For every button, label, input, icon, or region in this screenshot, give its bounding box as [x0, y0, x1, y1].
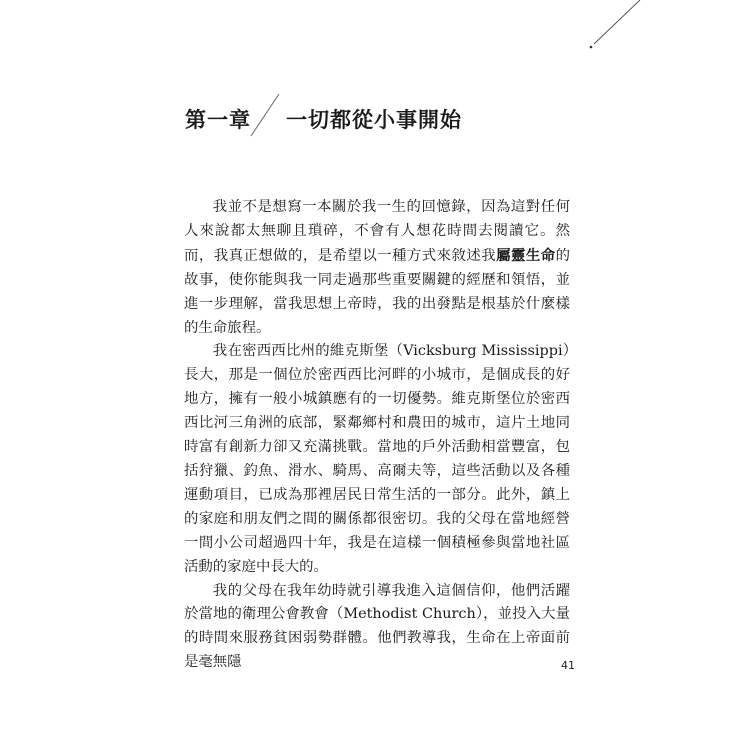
paragraph-1 — [184, 196, 570, 340]
paragraph-1-text-a: 我並不是想寫一本關於我一生的回憶錄，因為這對任何人來說都太無聊且瑣碎，不會有人想花時間去閱讀它。然而，我真正想做的，是希望以一種方式來敘述我 — [184, 199, 570, 264]
chapter-title: 一切都從小事開始 — [286, 107, 462, 132]
paragraph-2: 我在密西西比州的維克斯堡（Vicksburg Mississippi）長大，那是一個位於密西西比河畔的小城市，是個成長的好地方，擁有一般小城鎮應有的一切優勢。維克斯堡位於密西西比河三角洲的底部，緊鄰鄉村和農田的城市，這片土地同時富有創新力卻又充滿挑戰。當地的戶外活動相當豐富，包括狩獵、釣魚、滑水、騎馬、高爾夫等，這些活動以及各種運動項目，已成為那裡居民日常生活的一部分。此外，鎮上的家庭和朋友們之間的關係都很密切。我的父母在當地經營一間小公司超過四十年，我是在這樣一個積極參與當地社區活動的家庭中長大的。 — [184, 343, 570, 575]
paragraph-3: 我的父母在我年幼時就引導我進入這個信仰，他們活躍於當地的衛理公會教會（Methodist Church），並投入大量的時間來服務貧困弱勢群體。他們教導我，生命在上帝面前是毫無隱 — [184, 582, 570, 671]
chapter-slash-divider — [245, 92, 285, 142]
body-text — [184, 196, 570, 675]
corner-decoration — [580, 0, 650, 60]
page-number: 41 — [561, 659, 575, 672]
corner-diagonal-line — [594, 0, 640, 44]
corner-dot — [590, 46, 593, 49]
paragraph-1-text-b: 的故事，使你能與我一同走過那些重要關鍵的經歷和領悟，並進一步理解，當我思想上帝時，我的出發點是根基於什麼樣的生命旅程。 — [184, 247, 570, 336]
paragraph-1-emphasis: 屬靈生命 — [496, 246, 556, 264]
chapter-number: 第一章 — [185, 107, 251, 132]
chapter-header — [185, 92, 485, 142]
